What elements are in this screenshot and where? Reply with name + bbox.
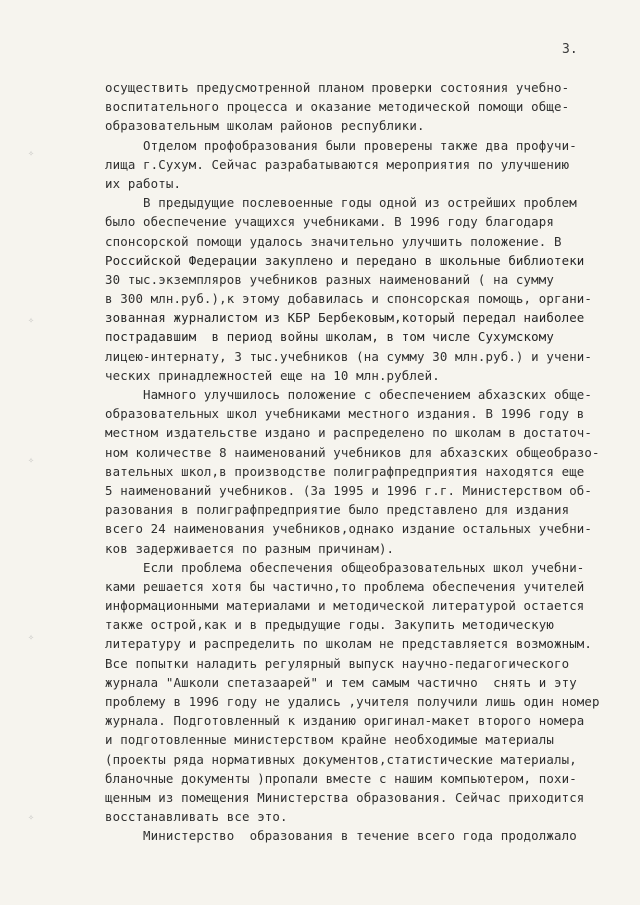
text-line: В предыдущие послевоенные годы одной из острейших проблем [105,195,577,211]
text-line: их работы. [105,175,182,191]
text-line: было обеспечение учащихся учебниками. В 1996 году благодаря [105,214,554,230]
margin-mark: ✧ [28,315,35,326]
text-line: ков задерживается по разным причинам). [105,540,395,556]
text-line: Отделом профобразования были проверены также два профучи- [105,137,577,153]
text-line: Все попытки наладить регулярный выпуск научно-педагогического [105,655,570,671]
text-line: зованная журналистом из КБР Бербековым,который передал наиболее [105,310,585,326]
margin-mark: ✧ [28,632,35,643]
text-line: восстанавливать все это. [105,809,288,825]
text-line: ками решается хотя бы частично,то проблема обеспечения учителей [105,578,585,594]
text-line: литературу и распределить по школам не представляется возможным. [105,636,593,652]
text-line: разования в полиграфпредприятие было представлено для издания [105,502,570,518]
text-line: Если проблема обеспечения общеобразовательных школ учебни- [105,559,585,575]
text-line: образовательным школам районов республики. [105,118,425,134]
text-line: Российской Федерации закуплено и передано в школьные библиотеки [105,252,585,268]
page-number: 3. [562,42,578,57]
text-line: местном издательстве издано и распределено по школам в достаточ- [105,425,593,441]
margin-mark: ✧ [28,812,35,823]
text-line: Намного улучшилось положение с обеспечением абхазских обще- [105,387,593,402]
margin-mark: ✧ [28,148,35,159]
text-line: 5 наименований учебников. (За 1995 и 1996 г.г. Министерством об- [105,482,593,498]
text-line: информационными материалами и методической литературой остается [105,598,585,614]
text-line: пострадавшим в период войны школам, в том числе Сухумскому [105,329,554,345]
text-line: ческих принадлежностей еще на 10 млн.рублей. [105,367,440,383]
text-line: 30 тыс.экземпляров учебников разных наименований ( на сумму [105,271,554,287]
text-line: всего 24 наименования учебников,однако издание остальных учебни- [105,521,593,537]
text-line: ном количестве 8 наименований учебников для абхазских общеобразо- [105,444,600,460]
margin-mark: ✧ [28,455,35,466]
text-line: журнала. Подготовленный к изданию оригинал-макет второго номера [105,713,585,729]
text-line: (проекты ряда нормативных документов,статистические материалы, [105,751,577,767]
text-line: осуществить предусмотренной планом проверки состояния учебно- [105,80,570,95]
text-line: спонсорской помощи удалось значительно улучшить положение. В [105,233,562,249]
text-line: вательных школ,в производстве полиграфпредприятия находятся еще [105,463,585,479]
text-line: бланочные документы )пропали вместе с нашим компьютером, похи- [105,770,577,786]
text-line: образовательных школ учебниками местного издания. В 1996 году в [105,406,585,422]
text-line: в 300 млн.руб.),к этому добавилась и спонсорская помощь, органи- [105,291,593,307]
text-line: также острой,как и в предыдущие годы. Закупить методическую [105,617,554,633]
text-line: журнала "Ашколи спетазаарей" и тем самым частично снять и эту [105,674,577,690]
text-line: щенным из помещения Министерства образования. Сейчас приходится [105,789,585,805]
text-line: Министерство образования в течение всего года продолжало [105,828,577,844]
text-line: проблему в 1996 году не удались ,учителя получили лишь один номер [105,694,600,709]
text-line: и подготовленные министерством крайне необходимые материалы [105,732,554,748]
text-line: лища г.Сухум. Сейчас разрабатываются мероприятия по улучшению [105,156,570,172]
text-line: лицею-интернату, 3 тыс.учебников (на сумму 30 млн.руб.) и учени- [105,348,593,364]
text-line: воспитательного процесса и оказание методической помощи обще- [105,99,570,115]
body-text [105,78,605,846]
